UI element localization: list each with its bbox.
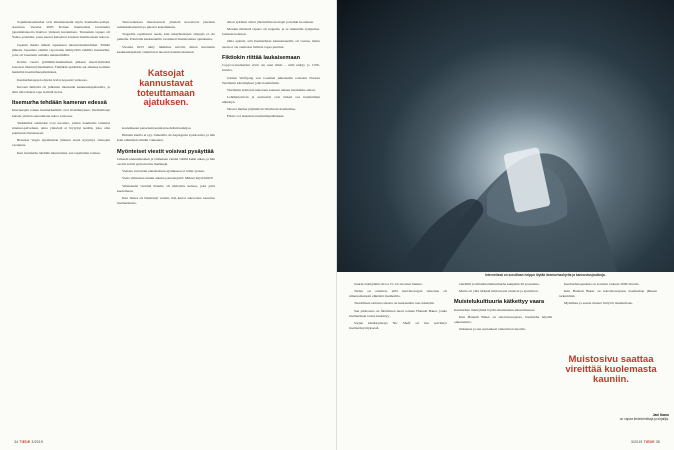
paragraph: Tarkimmat esimerkit ovat nuorista, joiden itsemurha tallentui internet-palveluun. Aina yleisöstä ei löytynyt ketään, joka olisi puuttunut tilanteeseen. xyxy=(12,120,110,136)
author-byline xyxy=(573,413,669,421)
paragraph: Lehtikirjoittelu ja uutisointi ovat tärkeä osa itsemurhien ehkäisyä. xyxy=(222,94,320,105)
article-photo xyxy=(337,0,674,272)
paragraph: Kun itsemurha tehdään internetissä, sen tapahtuma toistuu. xyxy=(17,150,101,155)
magazine-name: TIEDE xyxy=(643,440,655,444)
paragraph: Itsemurhan riskiryhmä löytää aikuisuuden alkuvaiheessa. xyxy=(454,307,536,312)
subheading: Myönteiset viestit voisivat pysäyttää xyxy=(117,148,214,155)
paragraph: Monien mielestä tapaus oli tragedia, ja se tunnettiin sympatiaa. Jamesin kohtaan. xyxy=(222,27,320,37)
paragraph: Suurin riskiryhmä olivat 15–19-vuotiaat miehet. xyxy=(354,282,423,286)
paragraph: Japanin media nimesi tapauksen internetitsemurhiksi. Tämän jälkeen Japanista alettiin raportoida kiihtyvällä tahdilla itsemurhia, joita oli toteutettu samalla menetelmällä. xyxy=(12,42,110,57)
paragraph: Tragediat tapahtuvat usein, kun tukiyhteisöjen ohjaajia ei ole paikalla. Palstoilla keskusteltiin avoimesti itsetuhoisista ajatuksista. xyxy=(117,32,215,42)
author-name: Jani Kaaro xyxy=(652,413,669,417)
article-column-4 xyxy=(349,282,447,432)
author-role: on vapaa tiedetoimittaja ja kirjailija. xyxy=(619,417,669,421)
paragraph: Tietoverkoissa muodostuvat yhteisöt korostavat jäsenten samankaltaisuutta ja jakavat kokemuksia. xyxy=(117,20,215,30)
subheading: Itsemurha tehdään kameran edessä xyxy=(12,100,107,107)
paragraph: Kolme vuotta grillihiili-itsemurhien jälkeen muoti-ilmiöksi nousivat rikkivetyitsemurhat. Tämäkin epidemia sai alkunsa kolmen henkilön itsemurhaepidemiasta. xyxy=(12,60,110,75)
paragraph: Tarina on ornetten, sillä televisiosarjan tarkoitus oli nimenomaisesti ehkäistä itsemurhia. xyxy=(349,289,447,299)
paragraph: Nuoret miehet jäljittelivät Wertherin itsemurhaa. xyxy=(227,107,296,112)
pull-quote: Muistosivu saattaa vireittää kuolemasta kauniin. xyxy=(565,354,657,385)
page-footer xyxy=(631,440,660,444)
paragraph: Viimeisenä viestinä hänelle oli ehdotettu keinoa, joka johti kuolemaan. xyxy=(117,183,215,193)
paragraph: Itsemurhatapauksia on seurattu tarkasti 2000-luvulla. xyxy=(564,282,640,286)
hands-phone-photo-icon xyxy=(337,0,674,272)
paragraph: Halusin kuolla ei syy. Jamesilla oli Aspergerin syndrooma, ja hän koki elämänsä erittäin vaikeaksi. xyxy=(117,133,215,143)
paragraph: Sopimusitsemurhat ovat alkuntatasemt myös itsemurha-aalloja. Aasiassa. Vuonna 2005 Koinee internetissä tavannutta japanilaisnuorta hakivat yhdessä kuolemaan. Tunnetuin tapaus oli Yahoo-palstalla, jossa nuoret kutsuivat toisiaan itsetuhoiseen tekoon. xyxy=(12,20,110,40)
subheading: Fiktiokin riittää laukaisemaan xyxy=(222,54,301,61)
paragraph: vehdällä ja mitenltietääitsemurha kunpikin 26 prosenttia. xyxy=(459,282,540,286)
paragraph: Mystiikka ja suuret tunteet liittyvät itsemurhaan. xyxy=(564,301,633,306)
paragraph: Julkisuus ja sen seuraukset vaikuttavat nuoriin. xyxy=(459,327,526,332)
paragraph: Sen päätosana on fiktiivinen nuori nainen Hannah Baker, jonka itsemurhaan tarina keskittyy. xyxy=(349,308,447,318)
paragraph: Mutta oli yhtä tärkeää mitä nuoret tunsivat ja ajattelivat. xyxy=(459,289,539,294)
pull-quote: Katsojat kannustavat toteuttamaan ajatuksen. xyxy=(137,67,195,108)
paragraph: Tiesatilleen samasta asiasta on keskusteltu taas lekettäin. xyxy=(354,301,435,306)
paragraph: Kuvaus ilmiöstä oli julkaistu internetin keskustelupalstoilla, ja siitä tuli tehokas tapa levittää tietoa. xyxy=(12,84,110,94)
paragraph: Itsemurhatapojen ohjeita levisi nopeasti verkossa. xyxy=(17,77,88,82)
article-column-1 xyxy=(12,20,110,434)
page-footer xyxy=(14,440,43,444)
paragraph: Copycat-itsemurhat eivät ole uusi ilmiö – niitä näkyy jo 1700-luvulta. xyxy=(222,63,320,73)
paragraph: Wertherin kohtalon uskotaan saaneen aikaan itsemurha-aallon. xyxy=(227,87,316,92)
article-column-5 xyxy=(454,282,552,432)
paragraph: Kun Hannah Baker on televisiosarjassa, itsemurha näyttää oikeutetulta. xyxy=(454,314,552,325)
photo-caption: Internetissä on suruillaan helppo löytää itsemurhaohjeita ja kannustusjoukkoja. xyxy=(485,273,606,277)
issue-number: 3/2019 xyxy=(31,440,44,444)
page-number: 35 xyxy=(655,440,660,444)
paragraph: Johann Wolfgang von Goethen julkaisema romaani Nuoren Wertherin kärsimykset johti itsemurhiin. xyxy=(222,75,320,85)
paragraph: Kun James oli lähettänyt viestin, hän kertoi aikovansa toteuttaa itsemurhansa. xyxy=(117,195,215,206)
paragraph: Vasta viimeisen tunnin aikana joku kirjoitti: Mikset käytä hiiliä? xyxy=(122,176,214,181)
magazine-name: TIEDE xyxy=(19,440,31,444)
article-column-2 xyxy=(117,20,215,434)
paragraph: sillon syklissä olivat yhteisöihin tuottajat ja heihin luottaneet. xyxy=(227,20,315,24)
article-column-6 xyxy=(559,282,657,352)
paragraph: Vuonna 2015 tehty tutkimus selvitti, miten internetin keskustelupalstat vaikuttavat nuorten itsetuhoisuuteen. xyxy=(117,44,215,54)
right-page xyxy=(337,0,674,450)
paragraph: Vastaus verrattain ennakoituun ajatukseen ei tullut ajoissa. xyxy=(122,169,205,174)
paragraph: Fiktio voi laukaista itsemurhapäätöksen. xyxy=(227,114,285,119)
paragraph: Brandon Vegas tapahtuman jälkeen nousi kysymys alustojen vastuusta. xyxy=(12,138,110,148)
issue-number: 3/2019 xyxy=(630,440,643,444)
article-column-3 xyxy=(222,20,320,434)
subheading: Muistelukulttuuria kätkettyy vaara xyxy=(454,299,545,306)
paragraph: Oma ajatteli, että itsemurhaan kannustaneilla oli vastuu, mutta usein ei ole olemassa laillista tapaa puuttua. xyxy=(222,39,320,49)
page-number: 34 xyxy=(14,440,19,444)
paragraph: Sarjan käsikirjoittaja Nic Sheff on itse selvinnyt itsemurhayrityksestä. xyxy=(349,320,447,331)
paragraph: kosteäkseen pareensin kaulaan kohdistavuskijoa. xyxy=(122,126,192,131)
paragraph: Jamesin ennenaikainen ja viimeisen viestin välillä kului aikaa, ja hän osoitti selviä epätoivoisia merkkejä. xyxy=(117,157,215,167)
paragraph: Kun Hannah Baker on televisiosarjassa itsemurhan jälkeen tarkemmin. xyxy=(559,289,657,299)
paragraph: Internetajan toinen itsemurhailmiö ovat livelähetykset. Itsemurhaaja kutsuu yleisön seuraamaan tekoa verkossa. xyxy=(12,108,110,118)
